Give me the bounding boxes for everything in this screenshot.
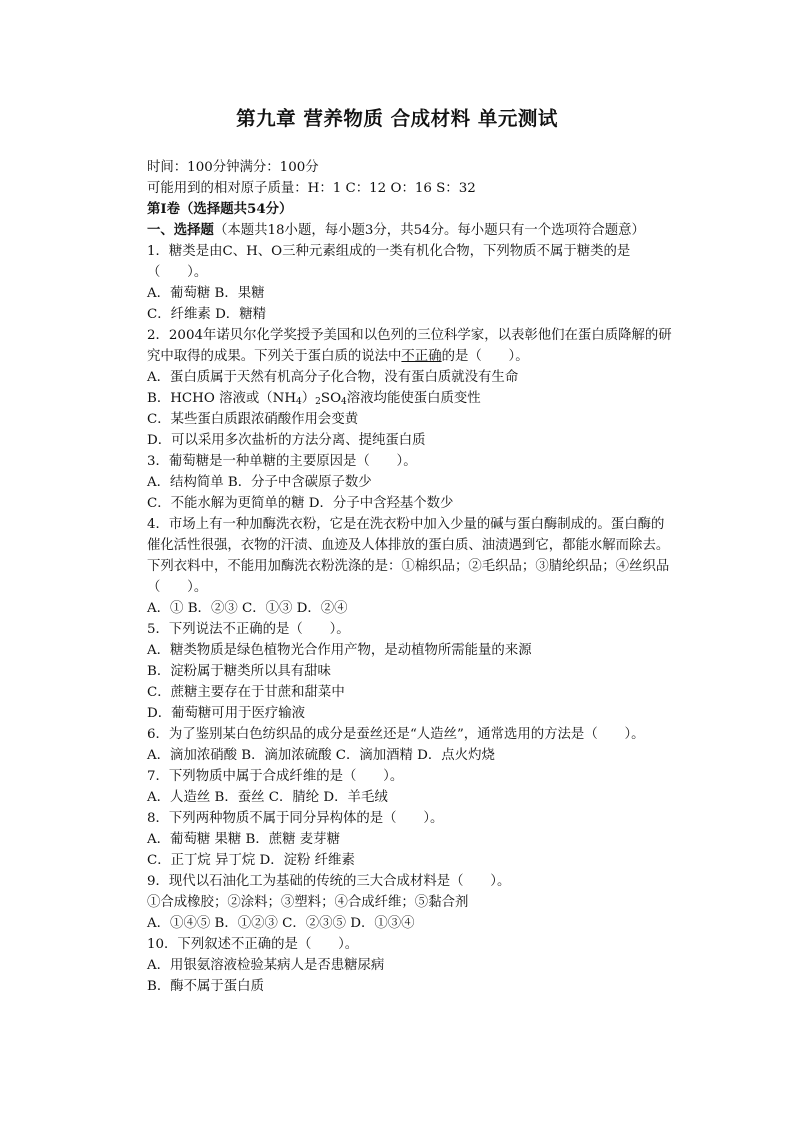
question-5-stem: 5．下列说法不正确的是（ ）。 xyxy=(147,622,350,637)
option-b-text: SO xyxy=(320,391,342,406)
question-9-options: A．①④⑤ B．①②③ C．②③⑤ D．①③④ xyxy=(147,916,415,931)
question-1-stem: 1．糖类是由C、H、O三种元素组成的一类有机化合物，下列物质不属于糖类的是（ ）。 xyxy=(147,244,631,280)
question-1-options-ab: A．葡萄糖 B．果糖 xyxy=(147,286,265,301)
question-3-stem: 3．葡萄糖是一种单糖的主要原因是（ ）。 xyxy=(147,454,417,469)
subscript: 4 xyxy=(341,397,347,407)
question-9-items: ①合成橡胶；②涂料；③塑料；④合成纤维；⑤黏合剂 xyxy=(147,895,469,910)
atomic-mass-line: 可能用到的相对原子质量：H：1 C：12 O：16 S：32 xyxy=(147,181,476,196)
question-5-option-b: B．淀粉属于糖类所以具有甜味 xyxy=(147,664,331,679)
section-instructions xyxy=(119,220,672,241)
option-b-text: ） xyxy=(301,391,316,406)
question-8-options-ab: A．葡萄糖 果糖 B．蔗糖 麦芽糖 xyxy=(147,832,340,847)
question-5-option-c: C．蔗糖主要存在于甘蔗和甜菜中 xyxy=(147,685,345,700)
question-10-option-b: B．酶不属于蛋白质 xyxy=(147,979,264,994)
subscript: 4 xyxy=(296,397,302,407)
question-10-stem: 10．下列叙述不正确的是（ ）。 xyxy=(147,937,359,952)
option-b-text: B．HCHO 溶液或（NH xyxy=(147,391,297,406)
question-4-options: A．① B．②③ C．①③ D．②④ xyxy=(147,601,348,616)
question-5-option-d: D．葡萄糖可用于医疗输液 xyxy=(147,706,306,721)
question-1-options-cd: C．纤维素 D．糖精 xyxy=(147,307,266,322)
question-6-options: A．滴加浓硝酸 B．滴加浓硫酸 C．滴加酒精 D．点火灼烧 xyxy=(147,748,495,763)
question-7-options: A．人造丝 B．蚕丝 C．腈纶 D．羊毛绒 xyxy=(147,790,388,805)
document-body xyxy=(119,157,672,997)
question-5-option-a: A．糖类物质是绿色植物光合作用产物，是动植物所需能量的来源 xyxy=(147,643,532,658)
question-2-option-b xyxy=(119,388,672,409)
question-2-option-d: D．可以采用多次盐析的方法分离、提纯蛋白质 xyxy=(147,433,426,448)
question-2-option-a: A．蛋白质属于天然有机高分子化合物，没有蛋白质就没有生命 xyxy=(147,370,519,385)
question-2-stem xyxy=(119,325,672,367)
question-3-options-cd: C．不能水解为更简单的糖 D．分子中含羟基个数少 xyxy=(147,496,454,511)
page-title: 第九章 营养物质 合成材料 单元测试 xyxy=(236,107,558,130)
section-desc: （本题共18小题，每小题3分，共54分。每小题只有一个选项符合题意） xyxy=(213,223,645,238)
question-3-options-ab: A．结构简单 B．分子中含碳原子数少 xyxy=(147,475,372,490)
question-2-underlined: 不正确 xyxy=(401,349,442,364)
subscript: 2 xyxy=(315,397,321,407)
section-heading: 第Ⅰ卷（选择题共54分） xyxy=(147,201,293,217)
question-8-options-cd: C．正丁烷 异丁烷 D．淀粉 纤维素 xyxy=(147,853,355,868)
exam-time-line: 时间：100分钟满分：100分 xyxy=(147,160,319,175)
question-8-stem: 8．下列两种物质不属于同分异构体的是（ ）。 xyxy=(147,811,444,826)
option-b-text: 溶液均能使蛋白质变性 xyxy=(346,391,481,406)
question-2-option-c: C．某些蛋白质跟浓硝酸作用会变黄 xyxy=(147,412,359,427)
question-7-stem: 7．下列物质中属于合成纤维的是（ ）。 xyxy=(147,769,404,784)
question-2-stem-text: 2．2004年诺贝尔化学奖授予美国和以色列的三位科学家，以表彰他们在蛋白质降解的研究中取得的成果。下列关于蛋白质的说法中 xyxy=(147,328,672,364)
question-4-stem: 4．市场上有一种加酶洗衣粉，它是在洗衣粉中加入少量的碱与蛋白酶制成的。蛋白酶的催化活性很强，衣物的汗渍、血迹及人体排放的蛋白质、油渍遇到它，都能水解而除去。下列衣料中，不能用加酶洗衣粉洗涤的是：①棉织品；②毛织品；③腈纶织品；④丝织品（ ）。 xyxy=(147,517,670,595)
section-label: 一、选择题 xyxy=(147,222,214,238)
question-6-stem: 6．为了鉴别某白色纺织品的成分是蚕丝还是“人造丝”，通常选用的方法是（ ）。 xyxy=(147,727,645,742)
question-9-stem: 9．现代以石油化工为基础的传统的三大合成材料是（ ）。 xyxy=(147,874,511,889)
question-2-stem-end: 的是（ ）。 xyxy=(441,349,529,364)
question-10-option-a: A．用银氨溶液检验某病人是否患糖尿病 xyxy=(147,958,385,973)
